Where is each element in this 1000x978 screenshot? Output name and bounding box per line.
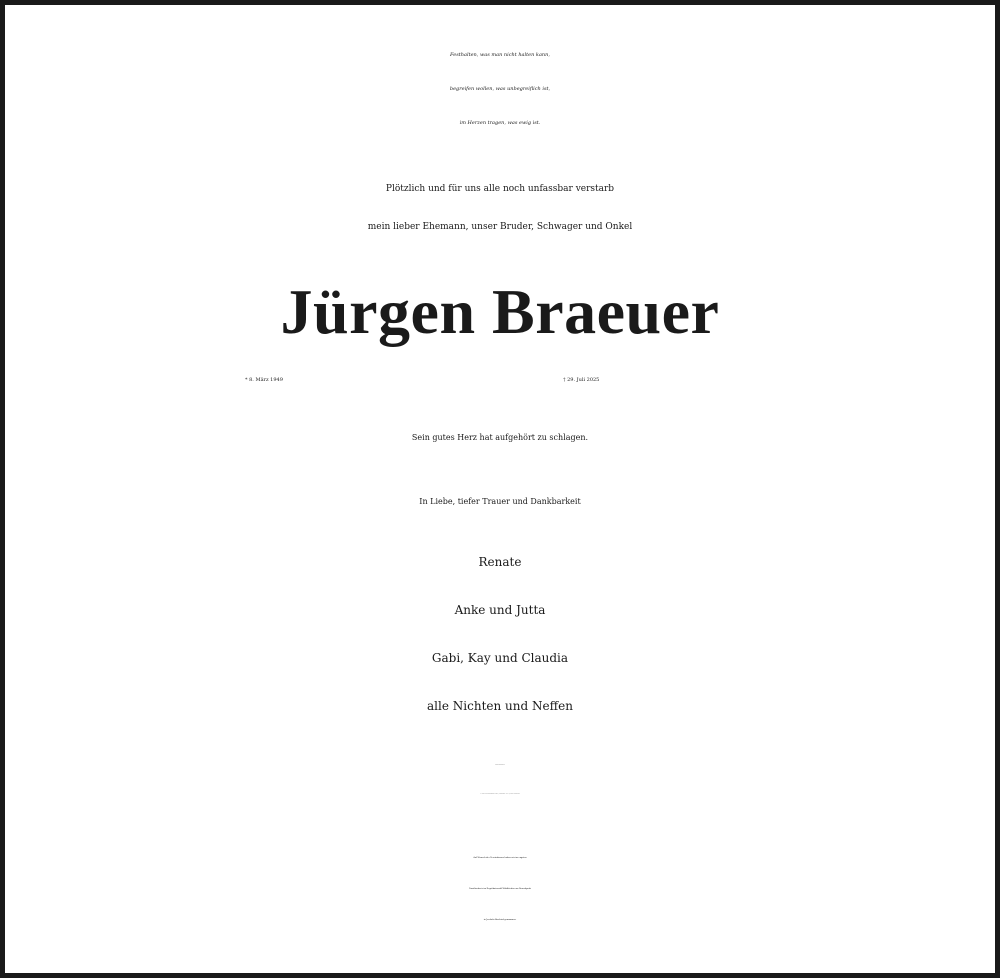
deceased-name: Jürgen Braeuer	[280, 276, 720, 347]
condolence-address-line: E. Falke Beerdigungsinstitut GmbH, Manhagener Allee 16, 22926 Ahrensburg.	[479, 794, 521, 795]
closing-line: Familienkreis im Begräbniswald Waldfrieden am Barockpark	[469, 888, 531, 890]
heart-line: Sein gutes Herz hat aufgehört zu schlagen.	[411, 433, 589, 442]
motto-line: begreifen wollen, was unbegreiflich ist,	[449, 86, 551, 92]
condolence-address	[0, 751, 1000, 809]
motto-verse	[0, 38, 1000, 140]
closing-line: in Jersbek Abschied genommen.	[483, 919, 517, 921]
intro-line: Plötzlich und für uns alle noch unfassbar verstarb	[385, 184, 615, 194]
mourner-entry: Renate	[478, 555, 522, 569]
intro-text	[0, 170, 1000, 246]
death-date: † 29. Juli 2025	[563, 377, 600, 383]
mourner-entry: alle Nichten und Neffen	[427, 699, 573, 713]
closing-note	[0, 843, 1000, 936]
intro-line: mein lieber Ehemann, unser Bruder, Schwager und Onkel	[367, 222, 633, 232]
love-line: In Liebe, tiefer Trauer und Dankbarkeit	[419, 497, 581, 506]
mourners-list	[0, 538, 1000, 730]
motto-line: Festhalten, was man nicht halten kann,	[450, 52, 550, 58]
closing-line: Auf Wunsch des Verstorbenen haben wir im engsten	[473, 857, 527, 859]
mourner-entry: Anke und Jutta	[454, 603, 546, 617]
condolence-label: Kondolenzanschrift:	[494, 765, 506, 766]
birth-date: * 8. März 1949	[245, 377, 283, 383]
mourner-entry: Gabi, Kay und Claudia	[431, 651, 569, 665]
motto-line: im Herzen tragen, was ewig ist.	[459, 120, 541, 126]
